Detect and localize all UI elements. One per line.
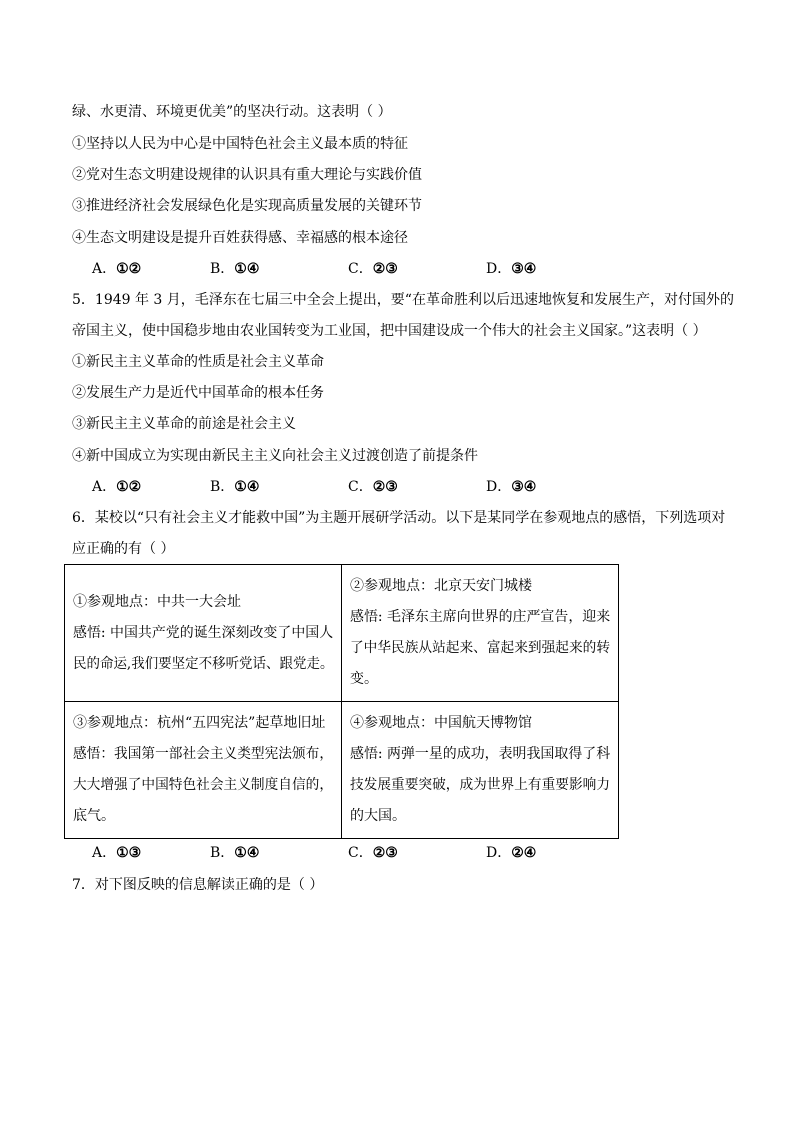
q6-cell-3-line-4: 底气。 <box>73 808 115 824</box>
q4-statement-1: ①坚持以人民为中心是中国特色社会主义最本质的特征 <box>72 136 408 152</box>
q5-option-b[interactable]: B．①④ <box>210 479 260 495</box>
q6-cell-4-line-4: 的大国。 <box>350 808 406 824</box>
q6-cell-2-line-3: 了中华民族从站起来、富起来到强起来的转 <box>350 640 610 656</box>
q5-option-a[interactable]: A．①② <box>92 479 142 495</box>
q6-stem-line-2: 应正确的有（ ） <box>72 541 175 557</box>
q5-stem-line-1: 5．1949 年 3 月，毛泽东在七届三中全会上提出，要“在革命胜利以后迅速地恢复和发展生产，对付国外的 <box>72 292 734 308</box>
q6-option-d[interactable]: D．②④ <box>486 845 537 861</box>
q4-option-d[interactable]: D．③④ <box>486 261 537 277</box>
q6-site-table <box>64 564 619 839</box>
q4-statement-3: ③推进经济社会发展绿色化是实现高质量发展的关键环节 <box>72 198 422 214</box>
q5-statement-1: ①新民主主义革命的性质是社会主义革命 <box>72 354 324 370</box>
q6-cell-2-line-2: 感悟: 毛泽东主席向世界的庄严宣告，迎来 <box>350 609 611 625</box>
q6-cell-4-line-1: ④参观地点：中国航天博物馆 <box>350 715 532 731</box>
q6-option-b[interactable]: B．①④ <box>210 845 260 861</box>
q4-stem-tail: 绿、水更清、环境更优美”的坚决行动。这表明（ ） <box>72 104 392 120</box>
q6-option-a[interactable]: A．①③ <box>92 845 142 861</box>
q4-option-a[interactable]: A．①② <box>92 261 142 277</box>
q6-cell-1-line-3: 民的命运,我们要坚定不移听党话、跟党走。 <box>73 655 334 672</box>
q6-option-c[interactable]: C．②③ <box>348 845 398 861</box>
q4-statement-2: ②党对生态文明建设规律的认识具有重大理论与实践价值 <box>72 167 422 183</box>
q4-option-c[interactable]: C．②③ <box>348 261 398 277</box>
q6-cell-3-line-1: ③参观地点：杭州“五四宪法”起草地旧址 <box>73 715 326 731</box>
q4-option-b[interactable]: B．①④ <box>210 261 260 277</box>
q6-cell-4-line-2: 感悟: 两弹一星的成功，表明我国取得了科 <box>350 746 611 762</box>
q5-statement-2: ②发展生产力是近代中国革命的根本任务 <box>72 385 324 401</box>
q5-stem-line-2: 帝国主义，使中国稳步地由农业国转变为工业国，把中国建设成一个伟大的社会主义国家。”这表明（ ） <box>72 323 707 339</box>
q6-cell-4-line-3: 技发展重要突破，成为世界上有重要影响力 <box>350 777 610 793</box>
q6-cell-2-line-4: 变。 <box>350 671 378 687</box>
q4-statement-4: ④生态文明建设是提升百姓获得感、幸福感的根本途径 <box>72 230 408 246</box>
q6-cell-3-line-3: 大大增强了中国特色社会主义制度自信的， <box>73 777 333 793</box>
q5-option-d[interactable]: D．③④ <box>486 479 537 495</box>
q7-stem: 7．对下图反映的信息解读正确的是（ ） <box>72 877 324 893</box>
q5-statement-3: ③新民主主义革命的前途是社会主义 <box>72 416 296 432</box>
q6-cell-3-line-2: 感悟：我国第一部社会主义类型宪法颁布， <box>73 746 333 762</box>
q6-cell-3 <box>65 702 342 839</box>
q5-statement-4: ④新中国成立为实现由新民主主义向社会主义过渡创造了前提条件 <box>72 448 478 464</box>
q6-cell-1 <box>65 565 342 702</box>
q6-cell-2 <box>342 565 619 702</box>
q6-cell-1-line-1: ①参观地点：中共一大会址 <box>73 593 241 610</box>
q6-cell-4 <box>342 702 619 839</box>
q6-cell-2-line-1: ②参观地点：北京天安门城楼 <box>350 578 532 594</box>
q5-option-c[interactable]: C．②③ <box>348 479 398 495</box>
q6-cell-1-line-2: 感悟: 中国共产党的诞生深刻改变了中国人 <box>73 624 334 641</box>
q6-stem-line-1: 6．某校以“只有社会主义才能救中国”为主题开展研学活动。以下是某同学在参观地点的感悟，下列选项对 <box>72 510 726 526</box>
